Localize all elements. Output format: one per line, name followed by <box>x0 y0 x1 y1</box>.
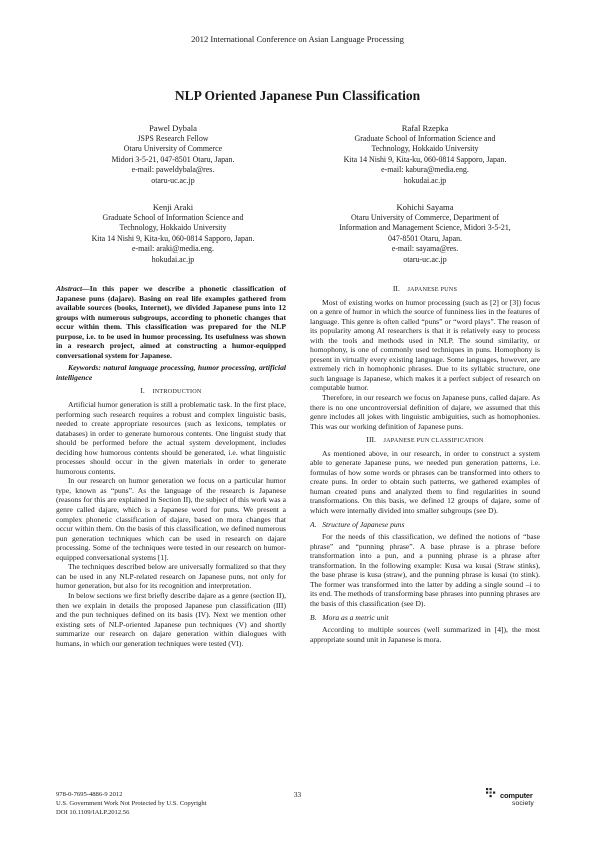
doi: DOI 10.1109/IALP.2012.56 <box>56 808 130 816</box>
section-heading-classification <box>310 435 540 446</box>
author-email: e-mail: sayama@res. <box>391 244 459 254</box>
section-title: JAPANESE PUNS <box>407 286 458 293</box>
isbn: 978-0-7695-4886-9 2012 <box>56 791 123 798</box>
abstract-label: Abstract— <box>56 284 90 293</box>
paragraph: Artificial humor generation is still a problematic task. In the first place, performing such research requires a robust and complex linguistic basis, needed to create appropriate resources (such as lexicons, templates or databases) in order to generate humorous contents. One linguist study that should be performed before the actual system development, includes deciding how humorous contents should be generated, i.e. what linguistic processes should occur in the given materials in order to generate humorous contents. <box>56 400 286 476</box>
section-number: I. <box>140 386 145 396</box>
author-block-1 <box>58 123 288 187</box>
author-email: e-mail: kabura@media.eng. <box>381 165 469 175</box>
copyright: U.S. Government Work Not Protected by U.S. Copyright <box>56 799 207 807</box>
section-heading-japanese-puns <box>310 284 540 295</box>
paragraph: Most of existing works on humor processing (such as [2] or [3]) focus on a genre of humor in which the source of funniness lies in the features of language. This genre is often called “puns” or “word plays”. The reason of its popularity among AI researchers is that it is relatively easy to process with the tools and methods used in NLP. The sound similarity, or homophony, is one of commonly used techniques in puns. Homophony is present in virtually every existing language. Some languages, however, are extremely rich in homophonic phrases. Due to its syllabic structure, one such language is Japanese, which makes it a perfect subject of research on computable humor. <box>310 297 540 393</box>
author-email: hokudai.ac.jp <box>403 175 447 185</box>
paragraph: In our research on humor generation we focus on a particular humor type, known as “puns”. As the language of the research is Japanese (reasons for this are explained in Section II), the subject of this work was a genre called dajare, which is a Japanese word for puns. We present a complex phonetic classification of dajare, based on mora changes that occur within them. On the basis of this classification, we defined numerous pun generation techniques which can be used in research on dajare processing. Some of the techniques were tested in our research on humor-equipped conversational systems [1]. <box>56 476 286 562</box>
section-heading-introduction <box>56 386 286 397</box>
author-email: hokudai.ac.jp <box>151 254 195 264</box>
author-block-4 <box>310 202 540 266</box>
author-name: Kenji Araki <box>152 202 194 212</box>
subsection-heading-structure <box>310 520 540 530</box>
paragraph: In below sections we first briefly describe dajare as a genre (section II), then we explain in details the proposed Japanese pun classification (III) and the pun techniques defined on its basis (IV). Next we mention other existing sets of NLP-oriented Japanese pun techniques (V) and shortly summarize our research on dajare generation within dialogues with humans, in which our generation techniques were tested (VI). <box>56 590 286 648</box>
subsection-title: Structure of Japanese puns <box>322 519 405 529</box>
paper-title: NLP Oriented Japanese Pun Classification <box>174 88 421 103</box>
author-affiliation: Technology, Hokkaido University <box>371 144 479 154</box>
paragraph: The techniques described below are universally formalized so that they can be used in any NLP-related research on Japanese puns, not only for humor generation, but also for its recognition and interpretation. <box>56 562 286 591</box>
keywords: Keywords: natural language processing, humor processing, artificial intelligence <box>56 363 286 382</box>
section-number: II. <box>392 284 400 293</box>
copyright-footer <box>56 791 296 817</box>
author-name: Pawel Dybala <box>149 123 197 133</box>
right-column <box>310 284 540 644</box>
author-email: e-mail: paweldybala@res. <box>131 165 215 175</box>
subsection-title: Mora as a metric unit <box>322 612 389 622</box>
author-email: e-mail: araki@media.eng. <box>132 244 214 254</box>
paragraph: According to multiple sources (well summarized in [4]), the most appropriate sound unit in Japanese is mora. <box>310 625 540 644</box>
author-affiliation: Graduate School of Information Science and <box>102 212 244 222</box>
section-title: JAPANESE PUN CLASSIFICATION <box>383 437 484 445</box>
logo-text-computer: computer <box>500 791 533 800</box>
section-number: III. <box>366 435 376 445</box>
author-email: otaru-uc.ac.jp <box>151 175 195 185</box>
author-affiliation: Otaru University of Commerce, Department of <box>350 212 500 222</box>
left-column <box>56 284 286 648</box>
author-block-2 <box>310 123 540 187</box>
author-address: 047-8501 Otaru, Japan. <box>387 233 463 243</box>
author-name: Rafal Rzepka <box>401 123 449 133</box>
logo-text-society: society <box>512 800 534 807</box>
author-affiliation: Otaru University of Commerce <box>123 144 223 154</box>
author-affiliation: Technology, Hokkaido University <box>119 223 227 233</box>
paragraph: Therefore, in our research we focus on Japanese puns, called dajare. As there is no one uncontroversial definition of dajare, we assumed that this genre includes all jokes with linguistic ambiguities, such as homophonies. This was our working definition of Japanese puns. <box>310 393 540 431</box>
conference-header: 2012 International Conference on Asian Language Processing <box>191 34 404 44</box>
author-affiliation: Information and Management Science, Midori 3-5-21, <box>339 223 511 233</box>
abstract-text: In this paper we describe a phonetic classification of Japanese puns (dajare). Basing on real life examples gathered from available sources (books, Internet), we divided Japanese puns into 12 groups with numerous subgroups, according to phonetic changes that occur within them. This classification was prepared for the NLP purpose, i.e. to be used in humor processing. Its usefulness was shown in a research project, aimed at constructing a humor-equipped conversational system for Japanese. <box>56 284 286 360</box>
author-address: Midori 3-5-21, 047-8501 Otaru, Japan. <box>111 154 235 164</box>
page-number: 33 <box>293 791 302 799</box>
subsection-heading-mora <box>310 613 540 623</box>
abstract <box>56 284 286 360</box>
author-affiliation: Graduate School of Information Science and <box>354 133 496 143</box>
author-address: Kita 14 Nishi 9, Kita-ku, 060-0814 Sapporo, Japan. <box>91 233 255 243</box>
computer-society-logo <box>484 786 544 812</box>
author-email: otaru-uc.ac.jp <box>403 254 447 264</box>
section-title: INTRODUCTION <box>152 388 202 396</box>
author-affiliation: JSPS Research Fellow <box>137 133 209 143</box>
author-address: Kita 14 Nishi 9, Kita-ku, 060-0814 Sapporo, Japan. <box>343 154 507 164</box>
subsection-label: B. <box>310 612 317 622</box>
author-name: Kohichi Sayama <box>396 202 454 212</box>
subsection-label: A. <box>310 519 317 529</box>
author-block-3 <box>58 202 288 266</box>
paragraph: As mentioned above, in our research, in order to construct a system able to generate Japanese puns, we needed pun generation patterns, i.e. formulas of how some words or phrases can be transformed into others to create puns. In order to obtain such patterns, we gathered examples of human created puns and analyzed them to find regularities in sound transformations. On this basis, we defined 12 groups of dajare, some of which were internally divided into smaller subgroups (see D). <box>310 448 540 516</box>
paragraph: For the needs of this classification, we defined the notions of “base phrase” and “punning phrase”. A base phrase is a phrase before transformation into a pun, and a punning phrase is a phrase after transformation. In the following example: Kusa wa kusai (Straw stinks), the base phrase is kusa (straw), and the punning phrase is kusai (to stink). The former was transformed into the latter by adding a single sound –i to its end. The methods of transforming base phrases into punning phrases are the basis of this classification (see D). <box>310 532 540 608</box>
